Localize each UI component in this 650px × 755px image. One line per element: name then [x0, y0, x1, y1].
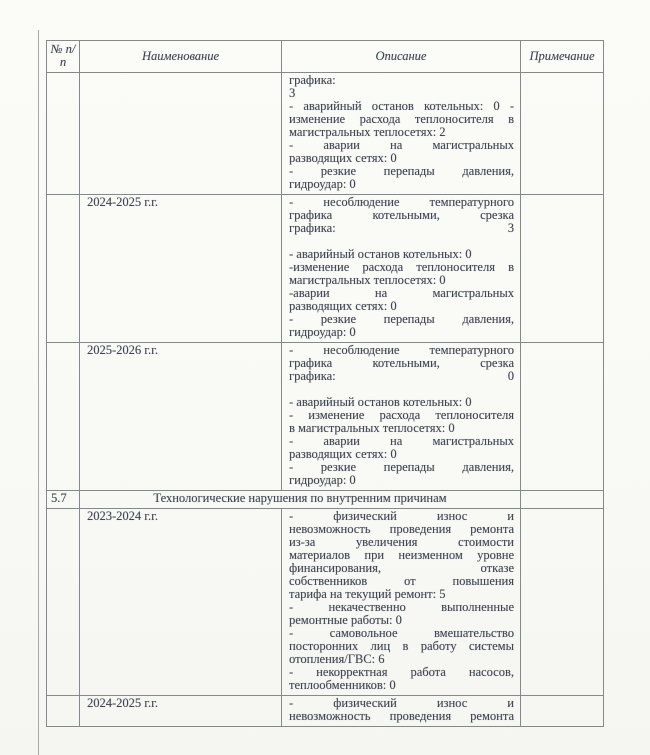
description-line-label: графика:	[289, 369, 336, 383]
description-line: изменение расхода теплоносителя в	[289, 112, 514, 126]
cell-description	[282, 696, 521, 727]
cell-note	[521, 509, 604, 696]
description-line: разводящих сетях: 0	[289, 447, 397, 461]
table-row	[47, 195, 604, 343]
description-line: в магистральных теплосетях: 0	[289, 421, 455, 435]
description-line: собственников от повышения	[289, 574, 514, 588]
table-row	[47, 343, 604, 491]
description-line: магистральных теплосетях: 2	[289, 125, 446, 139]
cell-row-number	[47, 696, 80, 727]
cell-description	[282, 73, 521, 195]
header-cell-name: Наименование	[80, 41, 282, 73]
description-line: - некачественно выполненные	[289, 600, 514, 614]
description-line: разводящих сетях: 0	[289, 299, 397, 313]
description-line: невозможность проведения ремонта	[289, 522, 514, 536]
description-line: - самовольное вмешательство	[289, 626, 514, 640]
cell-period-name: 2023-2024 г.г.	[80, 509, 282, 696]
cell-note	[521, 696, 604, 727]
table-header	[47, 41, 604, 73]
description-line: - аварийный останов котельных: 0 -	[289, 99, 514, 113]
description-line: -аварии на магистральных	[289, 286, 514, 300]
cell-row-number	[47, 509, 80, 696]
cell-row-number	[47, 73, 80, 195]
description-line-value: 3	[507, 221, 514, 235]
cell-period-name: 2024-2025 г.г.	[80, 195, 282, 343]
table-row	[47, 73, 604, 195]
description-line: отопления/ГВС: 6	[289, 652, 385, 666]
description-line: - аварии на магистральных	[289, 434, 514, 448]
description-line: ремонтные работы: 0	[289, 613, 402, 627]
description-line: - несоблюдение температурного	[289, 343, 514, 357]
header-cell-number: № п/п	[47, 41, 80, 73]
description-line: - резкие перепады давления,	[289, 460, 514, 474]
cell-period-name	[80, 73, 282, 195]
description-line: - аварийный останов котельных: 0	[289, 247, 472, 261]
cell-description	[282, 195, 521, 343]
description-line: финансирования, отказе	[289, 561, 514, 575]
description-line: гидроудар: 0	[289, 177, 356, 191]
description-line: - изменение расхода теплоносителя	[289, 408, 514, 422]
description-line: 3	[289, 86, 296, 100]
description-line: - аварийный останов котельных: 0	[289, 395, 472, 409]
cell-description	[282, 343, 521, 491]
cell-period-name: 2025-2026 г.г.	[80, 343, 282, 491]
table-row	[47, 696, 604, 727]
description-line: - физический износ и	[289, 696, 514, 710]
description-line: графика:	[289, 73, 336, 87]
cell-row-number: 5.7	[47, 491, 80, 509]
section-row	[47, 491, 604, 509]
description-line: гидроудар: 0	[289, 473, 356, 487]
cell-note	[521, 195, 604, 343]
table-row	[47, 509, 604, 696]
description-line: - некорректная работа насосов,	[289, 665, 514, 679]
description-line: графика котельными, срезка	[289, 208, 514, 222]
description-line: посторонних лиц в работу системы	[289, 639, 514, 653]
description-line-value: 0	[507, 369, 514, 383]
description-line: - несоблюдение температурного	[289, 195, 514, 209]
description-line: - аварии на магистральных	[289, 138, 514, 152]
description-line: -изменение расхода теплоносителя в	[289, 260, 514, 274]
description-line: гидроудар: 0	[289, 325, 356, 339]
document-table	[46, 40, 604, 727]
cell-note	[521, 73, 604, 195]
description-line: - физический износ и	[289, 509, 514, 523]
cell-section-title: Технологические нарушения по внутренним причинам	[80, 491, 521, 509]
cell-row-number	[47, 195, 80, 343]
cell-description	[282, 509, 521, 696]
header-cell-description: Описание	[282, 41, 521, 73]
description-line: графика котельными, срезка	[289, 356, 514, 370]
page-left-edge-line	[38, 30, 39, 755]
description-line: теплообменников: 0	[289, 678, 396, 692]
table-body	[47, 73, 604, 727]
cell-note	[521, 343, 604, 491]
description-line: невозможность проведения ремонта	[289, 709, 514, 723]
description-line: - резкие перепады давления,	[289, 312, 514, 326]
cell-period-name: 2024-2025 г.г.	[80, 696, 282, 727]
description-line	[289, 370, 514, 383]
header-cell-note: Примечание	[521, 41, 604, 73]
header-row	[47, 41, 604, 73]
description-line-label: графика:	[289, 221, 336, 235]
description-line: - резкие перепады давления,	[289, 164, 514, 178]
description-line: тарифа на текущий ремонт: 5	[289, 587, 446, 601]
description-line: магистральных теплосетях: 0	[289, 273, 446, 287]
description-line: из-за увеличения стоимости	[289, 535, 514, 549]
description-line: разводящих сетях: 0	[289, 151, 397, 165]
description-line	[289, 222, 514, 235]
description-line: материалов при неизменном уровне	[289, 548, 514, 562]
cell-note	[521, 491, 604, 509]
cell-row-number	[47, 343, 80, 491]
